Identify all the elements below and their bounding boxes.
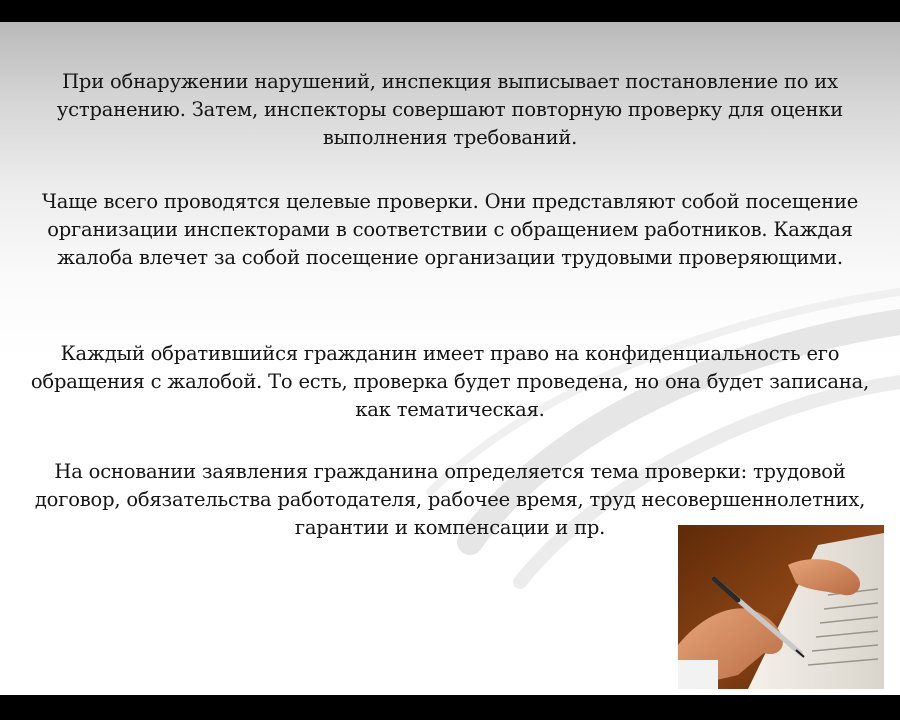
paragraph-inspection-topic: На основании заявления гражданина определяется тема проверки: трудовой договор, обязательства работодателя, рабочее время, труд несовершеннолетних, гарантии и компенсации и пр. [34, 460, 866, 539]
paragraph-violation-order: При обнаружении нарушений, инспекция выписывает постановление по их устранению. Затем, инспекторы совершают повторную проверку для оценки выполнения требований. [56, 70, 844, 149]
hand-signing-document-icon [678, 525, 884, 689]
slide-content-area [0, 22, 900, 695]
paragraph-targeted-inspections: Чаще всего проводятся целевые проверки. Они представляют собой посещение организации инспекторами в соответствии с обращением работников. Каждая жалоба влечет за собой посещение организации трудовыми проверяющими. [41, 190, 859, 269]
paragraph-confidentiality: Каждый обратившийся гражданин имеет право на конфиденциальность его обращения с жалобой. То есть, проверка будет проведена, но она будет записана, как тематическая. [30, 342, 870, 421]
